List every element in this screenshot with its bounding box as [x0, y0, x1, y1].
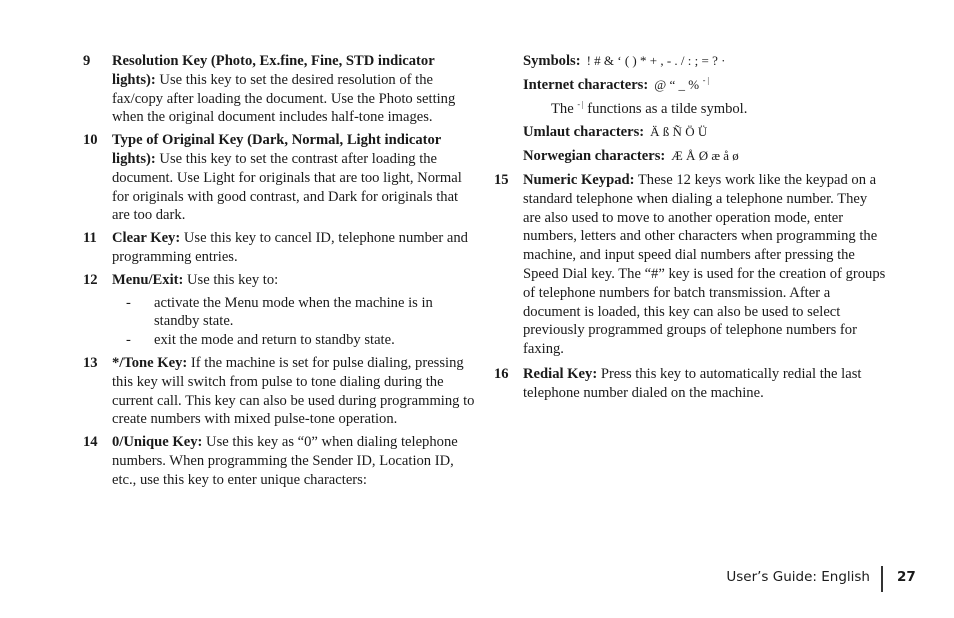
- item-number: 12: [83, 271, 98, 288]
- item-text: Use this key to set the desired resolution of the fax/copy after loading the document. Use the Photo setting when the original document includes half-tone images.: [112, 71, 456, 126]
- symbols-line: [494, 52, 888, 71]
- item-menu-exit: [83, 271, 475, 350]
- footer-guide-label: User’s Guide: English: [726, 569, 870, 585]
- list-item: [112, 294, 475, 332]
- item-number: 16: [494, 365, 509, 382]
- item-title: Numeric Keypad:: [523, 171, 635, 188]
- internet-label: Internet characters:: [523, 76, 649, 93]
- page-number: 27: [897, 569, 916, 585]
- internet-sup: - |: [702, 75, 709, 85]
- item-numeric-keypad: [494, 171, 888, 359]
- item-title: 0/Unique Key:: [112, 434, 203, 451]
- item-number: 10: [83, 132, 98, 149]
- symbols-chars: ! # & ‘ ( ) * + , - . / : ; = ? ·: [586, 53, 726, 68]
- item-type-of-original-key: [83, 131, 475, 225]
- item-number: 15: [494, 171, 509, 188]
- item-text: Use this key to:: [183, 271, 279, 288]
- umlaut-label: Umlaut characters:: [523, 124, 645, 141]
- internet-line: [494, 76, 888, 95]
- page-footer: [0, 566, 954, 594]
- item-title: Menu/Exit:: [112, 271, 184, 288]
- item-resolution-key: [83, 52, 475, 127]
- list-item: [112, 331, 475, 350]
- item-text: Use this key to set the contrast after loading the document. Use Light for originals that are too light, Normal for originals with good contrast, and Dark for originals that are too dark.: [112, 150, 462, 224]
- menu-bullet-list: [112, 294, 475, 350]
- item-text: These 12 keys work like the keypad on a standard telephone when dialing a telephone number. They are also used to move to another operation mode, enter numbers, letters and other characters when programming the machine, and input speed dial numbers after pressing the Speed Dial key. The “#” key is used for the creation of groups of telephone numbers for batch transmission. After a document is loaded, this key can also be used to select previously programmed groups of telephone numbers for faxing.: [523, 171, 886, 358]
- umlaut-chars: Ä ß Ñ Ö Ü: [650, 124, 708, 140]
- item-redial-key: [494, 365, 888, 403]
- bullet-dash: -: [126, 332, 131, 349]
- item-title: Resolution Key (Photo, Ex.fine, Fine, STD indicator lights):: [112, 53, 435, 88]
- right-column: [494, 52, 888, 407]
- item-text: Press this key to automatically redial the last telephone number dialed on the machine.: [523, 365, 862, 401]
- item-title: Redial Key:: [523, 365, 598, 382]
- item-number: 14: [83, 434, 98, 451]
- tilde-sup: - |: [577, 99, 584, 109]
- bullet-text: exit the mode and return to standby state.: [154, 332, 395, 349]
- norwegian-chars: Æ Å Ø æ å ø: [671, 148, 739, 164]
- item-text: Use this key to cancel ID, telephone number and programming entries.: [112, 230, 468, 265]
- item-number: 9: [83, 53, 91, 69]
- item-text: If the machine is set for pulse dialing, pressing this key will switch from pulse to tone dialing during the current call. This key can also be used during programming to create numbers with mixed pulse-tone operation.: [112, 354, 475, 428]
- item-unique-key: [83, 433, 475, 489]
- tilde-note: [494, 100, 888, 119]
- left-column: [83, 52, 475, 494]
- internet-chars: @ “ _ %: [654, 76, 700, 92]
- item-text: Use this key as “0” when dialing telephone numbers. When programming the Sender ID, Location ID, etc., use this key to enter unique characters:: [112, 434, 458, 488]
- item-tone-key: [83, 354, 475, 429]
- item-title: Clear Key:: [112, 230, 181, 247]
- tilde-post: functions as a tilde symbol.: [587, 100, 748, 117]
- umlaut-line: [494, 123, 888, 142]
- item-title: Type of Original Key (Dark, Normal, Light indicator lights):: [112, 132, 442, 167]
- bullet-text: activate the Menu mode when the machine is in standby state.: [154, 294, 433, 330]
- norwegian-line: [494, 147, 888, 166]
- item-number: 13: [83, 354, 98, 371]
- tilde-pre: The: [551, 100, 574, 117]
- footer-divider: [881, 566, 883, 592]
- bullet-dash: -: [126, 294, 131, 311]
- item-clear-key: [83, 229, 475, 267]
- symbols-label: Symbols:: [523, 53, 581, 69]
- item-title: */Tone Key:: [112, 354, 188, 371]
- norwegian-label: Norwegian characters:: [523, 148, 666, 165]
- item-number: 11: [83, 230, 97, 247]
